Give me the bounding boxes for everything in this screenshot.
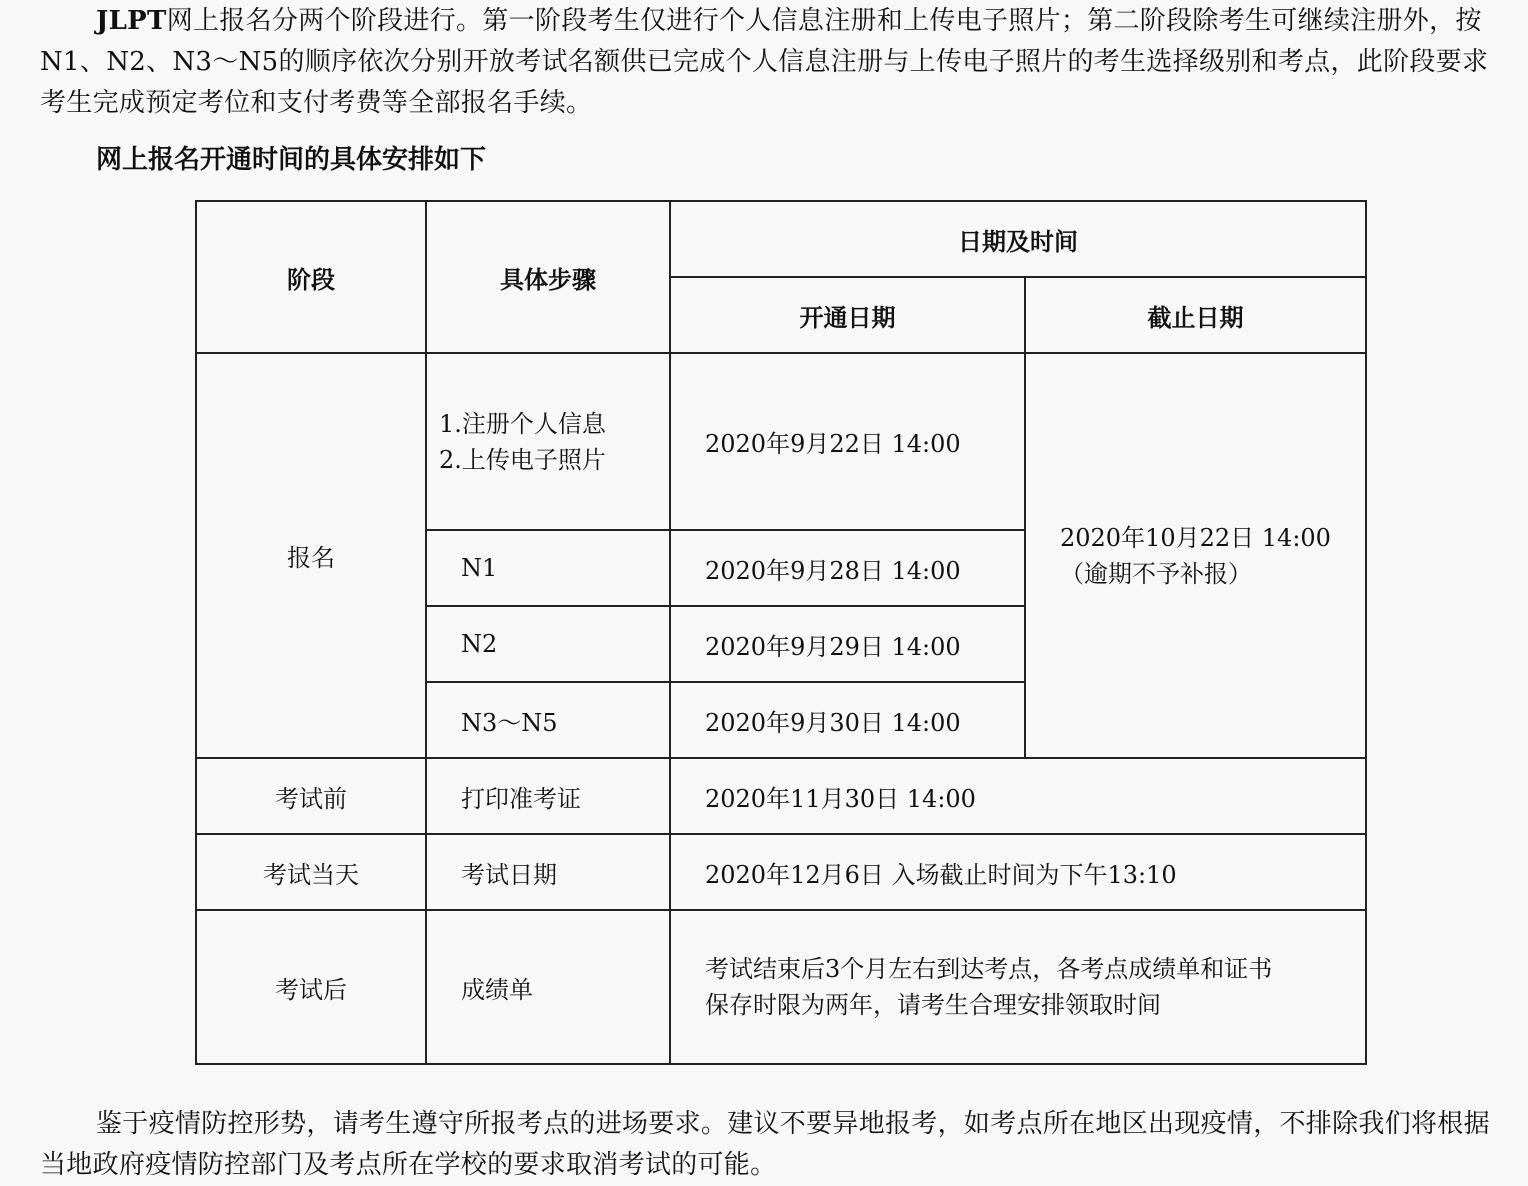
table-row <box>196 834 1366 910</box>
table-row <box>196 910 1366 1064</box>
step-cell: N3～N5 <box>426 682 670 758</box>
schedule-table <box>195 200 1367 1065</box>
step-cell: N1 <box>426 530 670 606</box>
date-cell: 2020年12月6日 入场截止时间为下午13:10 <box>670 834 1366 910</box>
step-cell <box>426 353 670 530</box>
deadline-cell <box>1025 353 1366 758</box>
step-line: 2.上传电子照片 <box>439 445 606 474</box>
table-row <box>196 758 1366 834</box>
header-close-date: 截止日期 <box>1025 277 1366 353</box>
open-date-cell: 2020年9月22日 14:00 <box>670 353 1025 530</box>
open-date-cell: 2020年9月30日 14:00 <box>670 682 1025 758</box>
note-line: 考试结束后3个月左右到达考点，各考点成绩单和证书 <box>705 955 1273 983</box>
header-stage: 阶段 <box>196 201 426 353</box>
table-row <box>196 353 1366 530</box>
intro-paragraph <box>40 1 1498 124</box>
note-line: 保存时限为两年，请考生合理安排领取时间 <box>705 991 1161 1019</box>
intro-bold-lead: JLPT <box>96 6 167 36</box>
open-date-cell: 2020年9月28日 14:00 <box>670 530 1025 606</box>
stage-exam-day: 考试当天 <box>196 834 426 910</box>
intro-text: 网上报名分两个阶段进行。第一阶段考生仅进行个人信息注册和上传电子照片；第二阶段除考生可继续注册外，按N1、N2、N3～N5的顺序依次分别开放考试名额供已完成个人信息注册与上传电子照片的考生选择级别和考点，此阶段要求考生完成预定考位和支付考费等全部报名手续。 <box>40 6 1489 118</box>
stage-registration: 报名 <box>196 353 426 758</box>
step-line: 1.注册个人信息 <box>439 409 606 438</box>
open-date-cell: 2020年9月29日 14:00 <box>670 606 1025 682</box>
closing-paragraph: 鉴于疫情防控形势，请考生遵守所报考点的进场要求。建议不要异地报考，如考点所在地区出现疫情，不排除我们将根据当地政府疫情防控部门及考点所在学校的要求取消考试的可能。 <box>40 1109 1490 1180</box>
date-cell: 2020年11月30日 14:00 <box>670 758 1366 834</box>
step-cell: N2 <box>426 606 670 682</box>
stage-before-exam: 考试前 <box>196 758 426 834</box>
header-row <box>196 201 1366 277</box>
step-cell: 打印准考证 <box>426 758 670 834</box>
note-cell <box>670 910 1366 1064</box>
header-datetime: 日期及时间 <box>670 201 1366 277</box>
header-open-date: 开通日期 <box>670 277 1025 353</box>
stage-after-exam: 考试后 <box>196 910 426 1064</box>
schedule-subtitle: 网上报名开通时间的具体安排如下 <box>96 145 487 175</box>
step-cell: 考试日期 <box>426 834 670 910</box>
header-steps: 具体步骤 <box>426 201 670 353</box>
step-cell: 成绩单 <box>426 910 670 1064</box>
deadline-note: （逾期不予补报） <box>1060 559 1252 588</box>
deadline-date: 2020年10月22日 14:00 <box>1060 523 1331 552</box>
